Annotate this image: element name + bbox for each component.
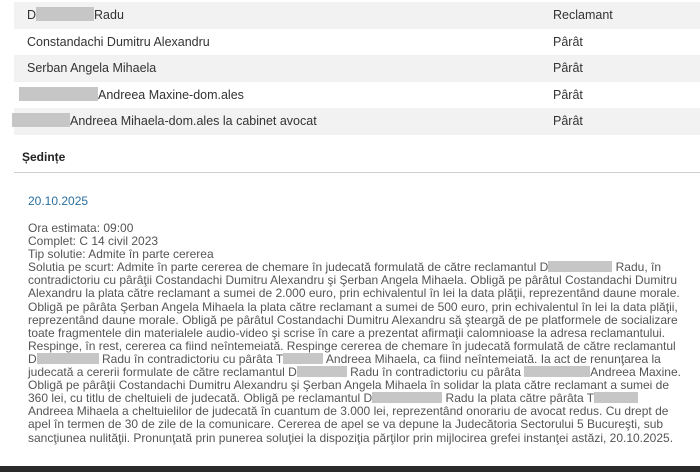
redacted-text: [297, 366, 347, 377]
party-row: [14, 82, 700, 109]
party-name: Constandachi Dumitru Alexandru: [27, 34, 210, 49]
party-role: Pârât: [553, 34, 583, 49]
party-row: [14, 55, 700, 82]
redacted-text: [594, 392, 638, 403]
solution-type: Tip solutie: Admite în parte cererea: [28, 247, 214, 262]
hearing-date: 20.10.2025: [28, 194, 89, 208]
party-name: Andreea Mihaela-dom.ales la cabinet avocat: [12, 108, 317, 135]
party-row: [14, 2, 700, 29]
party-role: Reclamant: [553, 8, 613, 22]
redacted-text: [548, 261, 612, 272]
redacted-text: [12, 113, 70, 127]
parties-table: [14, 2, 700, 135]
party-role: Pârât: [553, 87, 583, 102]
section-title: Ședințe: [22, 150, 66, 164]
taskbar: [0, 466, 700, 472]
redacted-text: [37, 353, 99, 364]
estimated-time: Ora estimata: 09:00: [28, 221, 134, 235]
redacted-text: [36, 7, 94, 21]
panel: Complet: C 14 civil 2023: [28, 234, 159, 249]
party-row: [14, 108, 700, 135]
redacted-text: [283, 353, 323, 364]
party-role: Pârât: [553, 114, 583, 129]
party-name: Serban Angela Mihaela: [27, 61, 157, 76]
redacted-text: [372, 392, 442, 403]
redacted-text: [524, 366, 590, 377]
party-role: Pârât: [553, 61, 583, 76]
hearing-details: [28, 222, 682, 445]
section-divider: [14, 172, 700, 173]
solution-summary: Solutia pe scurt: Admite în parte cererea de chemare în judecată formulată de către reclamantul D Radu, în contradictoriu cu pârâţii Costandachi Dumitru Alexandru şi Şerban Angela Mihaela. Obligă pe pârâtul Costandachi Dumitru Alexandru la plata către reclamant a sumei de 2.000 euro, prin echivalentul în lei la data plăţii, reprezentând daune morale. Obligă pe pârâta Şerban Angela Mihaela la plata către reclamant a sumei de 500 euro, prin echivalentul în lei la data plăţii, reprezentând daune morale. Obligă pe pârâtul Costandachi Dumitru Alexandru să şteargă de pe platformele de socializare toate fragmentele din materialele audio-video şi scrise în care a prezentat afirmaţii calomnioase la adresa reclamantului. Respinge, în rest, cererea ca fiind neîntemeiată. Respinge cererea de chemare în judecată formulată de către reclamantul D Radu în contradictoriu cu pârâta T Andreea Mihaela, ca fiind neîntemeiată. Ia act de renunţarea la judecată a cererii formulate de către reclamantul D Radu în contradictoriu cu pârâta Andreea Maxine. Obligă pe pârâţii Costandachi Dumitru Alexandru şi Şerban Angela Mihaela în solidar la plata către reclamant a sumei de 360 lei, cu titlu de cheltuieli de judecată. Obligă pe reclamantul D Radu la plata către pârâta T Andreea Mihaela a cheltuielilor de judecată în cuantum de 3.000 lei, reprezentând onorariu de avocat redus. Cu drept de apel în termen de 30 de zile de la comunicare. Cererea de apel se va depune la Judecătoria Sectorului 5 Bucureşti, sub sancţiunea nulităţii. Pronunţată prin punerea soluţiei la dispoziţia părţilor prin mijlocirea grefei instanţei astăzi, 20.10.2025.: [28, 260, 681, 445]
party-name: D Radu: [27, 8, 124, 22]
party-name: Andreea Maxine-dom.ales: [19, 82, 244, 109]
redacted-text: [19, 87, 98, 101]
party-row: [14, 29, 700, 56]
